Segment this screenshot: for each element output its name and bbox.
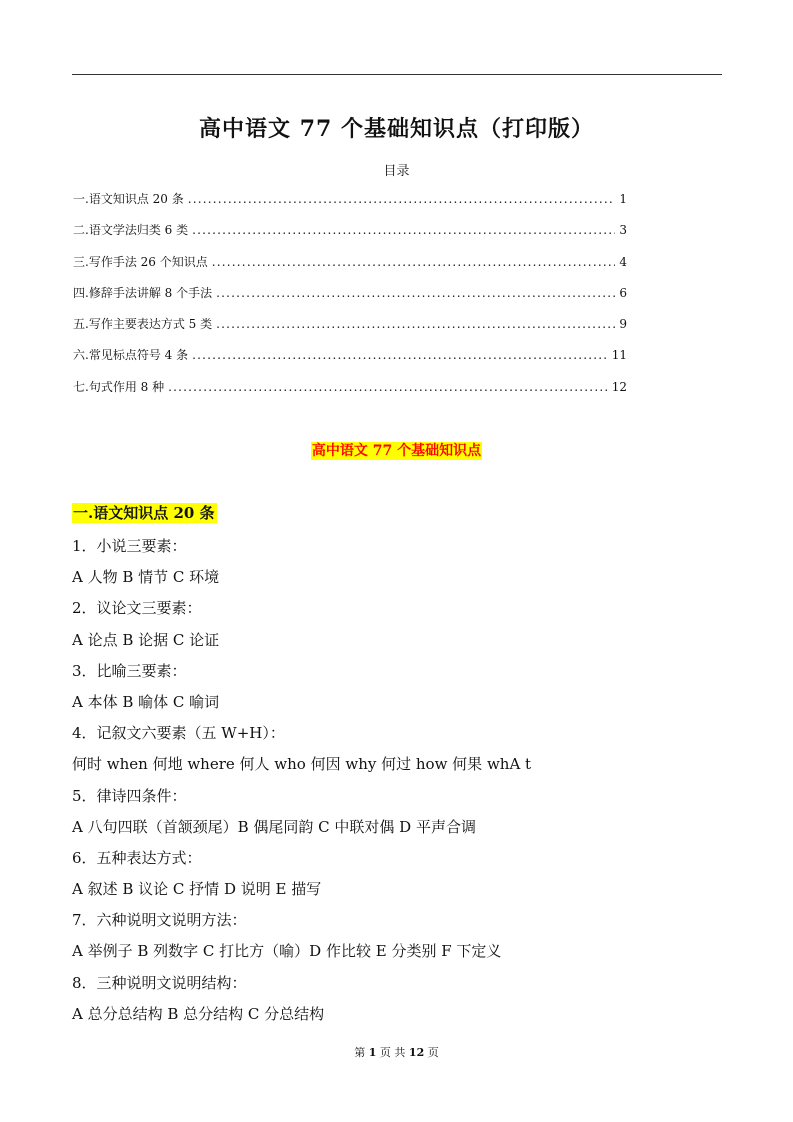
document-title: 高中语文 77 个基础知识点（打印版） [199,116,594,142]
footer-middle: 页 共 [379,1046,406,1059]
toc-entry-label: 二.语文学法归类 6 类 [73,223,189,238]
toc-leader-dots [192,223,615,237]
toc-heading: 目录 [383,164,410,179]
toc-entry-label: 五.写作主要表达方式 5 类 [73,317,213,332]
toc-entry-2[interactable] [73,221,627,252]
item-heading: 4．记叙文六要素（五 W+H）： [72,724,285,743]
toc-entry-4[interactable] [73,284,627,315]
section-heading-text: 一.语文知识点 20 条 [73,504,215,522]
toc-entry-page: 3 [619,223,627,238]
toc-entry-label: 四.修辞手法讲解 8 个手法 [73,285,213,300]
toc-leader-dots [216,286,615,300]
toc-entry-label: 七.句式作用 8 种 [73,379,165,394]
toc-entry-label: 六.常见标点符号 4 条 [73,348,189,363]
total-page-count: 12 [408,1046,425,1059]
item-answer: A 论点 B 论据 C 论证 [72,630,220,649]
item-heading: 8．三种说明文说明结构： [72,973,247,992]
toc-entry-page: 6 [619,285,627,300]
item-answer: A 本体 B 喻体 C 喻词 [72,692,220,711]
toc-entry-page: 11 [611,348,627,363]
toc-entry-page: 1 [619,192,627,206]
body-content [72,531,722,1030]
toc-entry-page: 4 [619,254,627,269]
section-subtitle [0,440,793,460]
item-answer: A 叙述 B 议论 C 抒情 D 说明 E 描写 [72,880,322,899]
footer-suffix: 页 [427,1046,439,1059]
header-rule [72,74,722,75]
item-answer: A 举例子 B 列数字 C 打比方（喻）D 作比较 E 分类别 F 下定义 [72,942,502,961]
toc-entry-7[interactable] [73,378,627,409]
section-heading [72,502,217,523]
toc-leader-dots [168,380,608,394]
toc-entry-3[interactable] [73,253,627,284]
toc-leader-dots [192,348,608,362]
item-heading: 6．五种表达方式： [72,848,202,867]
item-heading: 7．六种说明文说明方法： [72,911,247,930]
toc-leader-dots [216,317,615,331]
toc-entry-label: 三.写作手法 26 个知识点 [73,254,208,269]
item-heading: 2．议论文三要素： [72,599,202,618]
footer-prefix: 第 [354,1046,366,1059]
current-page-number: 1 [368,1046,377,1059]
toc-leader-dots [212,255,616,269]
toc-entry-page: 12 [611,379,627,394]
item-answer: A 八句四联（首颔颈尾）B 偶尾同韵 C 中联对偶 D 平声合调 [72,817,476,836]
toc-entry-5[interactable] [73,315,627,346]
toc-entry-page: 9 [619,317,627,332]
table-of-contents [73,190,627,409]
toc-entry-6[interactable] [73,346,627,377]
item-heading: 5．律诗四条件： [72,786,187,805]
item-answer: A 总分总结构 B 总分结构 C 分总结构 [72,1004,325,1023]
toc-entry-1[interactable] [73,190,627,221]
item-answer: A 人物 B 情节 C 环境 [72,568,220,587]
toc-entry-label: 一.语文知识点 20 条 [73,192,184,206]
item-answer: 何时 when 何地 where 何人 who 何因 why 何过 how 何果 whA t [72,755,532,774]
item-heading: 1．小说三要素： [72,537,187,555]
subtitle-text: 高中语文 77 个基础知识点 [311,443,482,459]
toc-leader-dots [188,192,616,206]
page-footer [0,1044,793,1060]
item-heading: 3．比喻三要素： [72,661,187,680]
